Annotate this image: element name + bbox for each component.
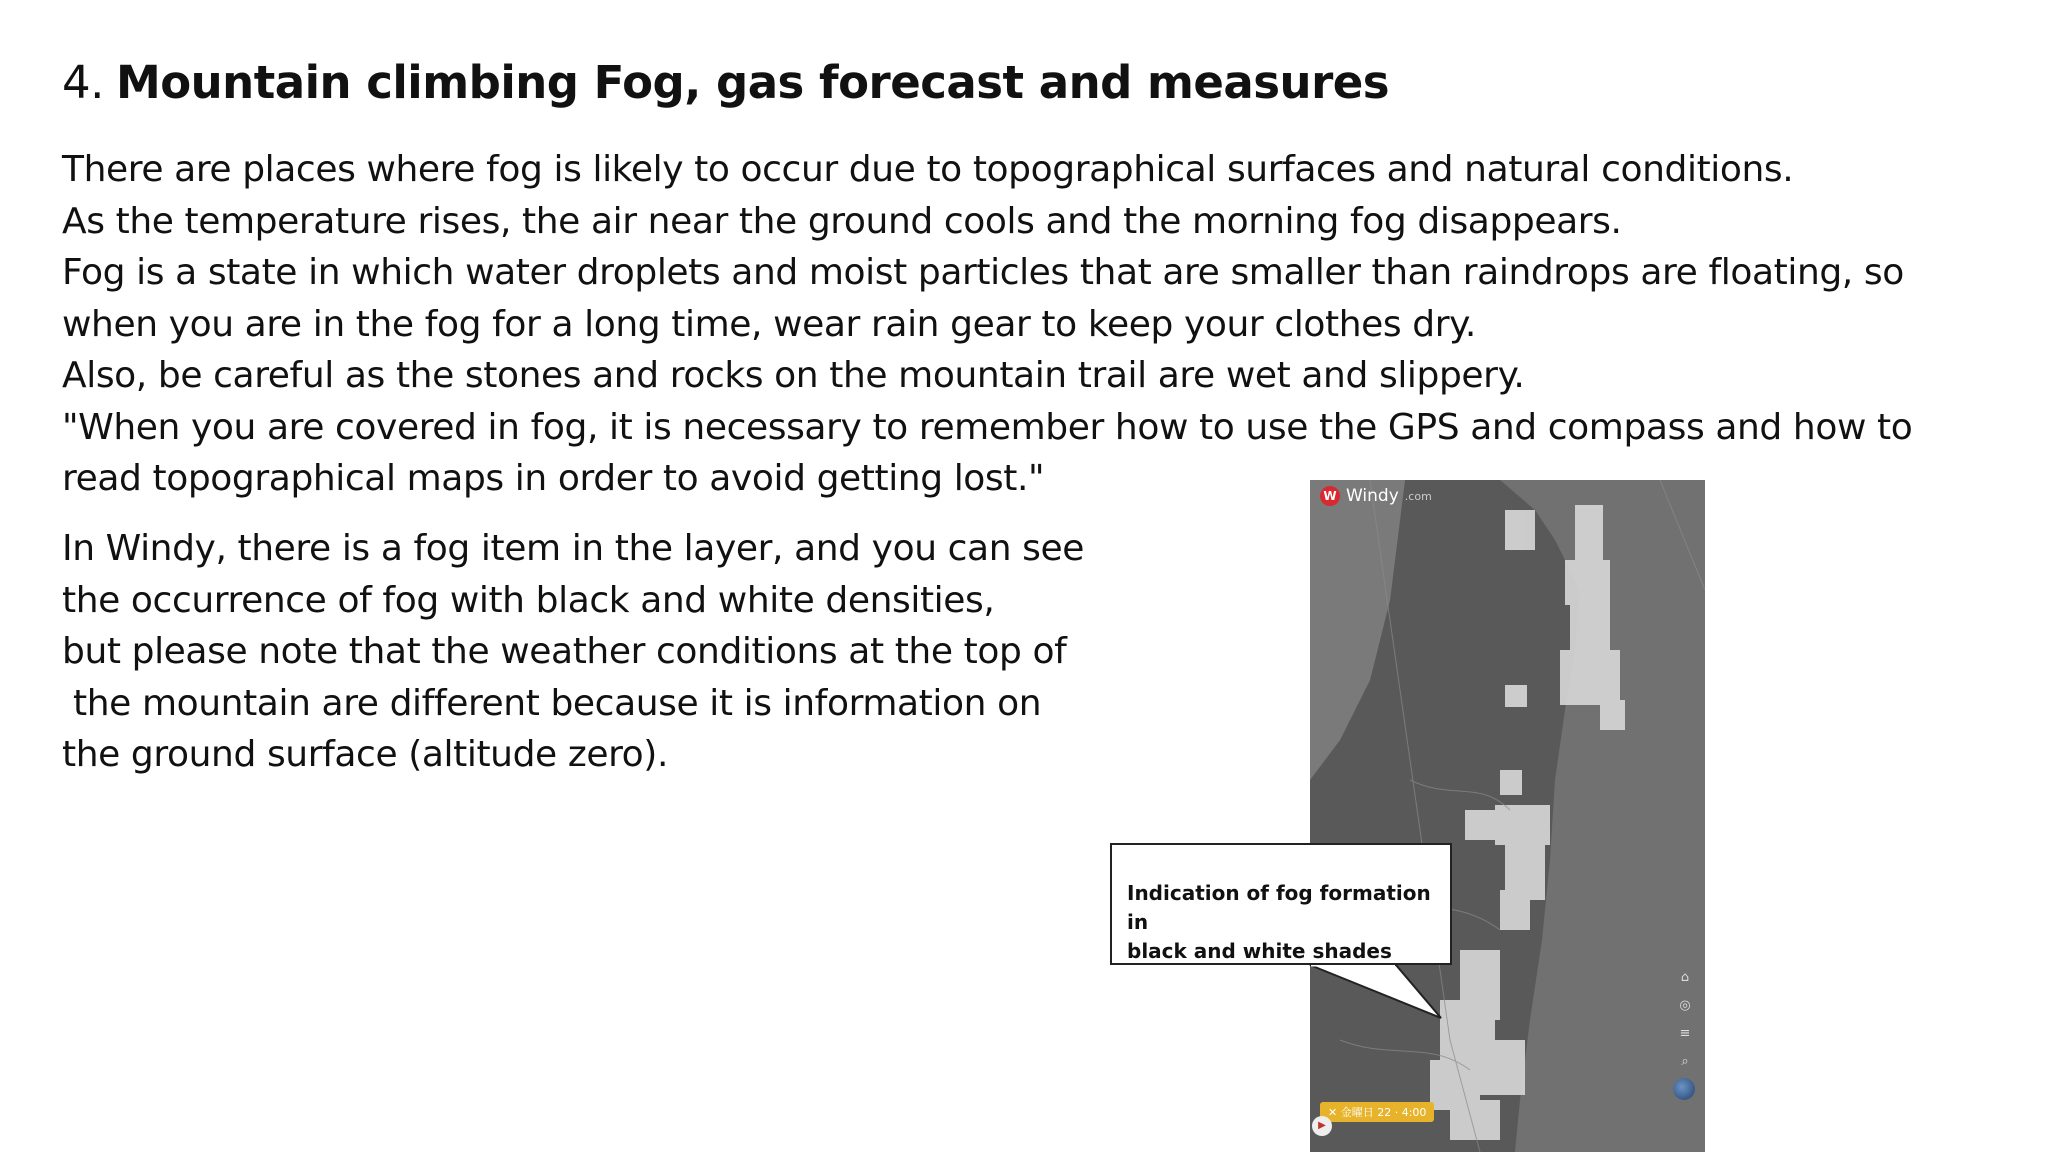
fog-callout [1110, 843, 1452, 965]
play-icon: ▶ [1312, 1116, 1332, 1136]
text-line: Also, be careful as the stones and rocks on the mountain trail are wet and slippery. [62, 355, 1525, 396]
section-number: 4. [62, 56, 104, 109]
text-line: In Windy, there is a fog item in the layer, and you can see [62, 528, 1085, 569]
text-line: As the temperature rises, the air near the ground cools and the morning fog disappears. [62, 200, 1622, 242]
windy-logo [1320, 486, 1432, 506]
intro-paragraph [62, 144, 1962, 505]
fog-map-screenshot [1310, 480, 1705, 1152]
windy-logo-tld: .com [1404, 489, 1432, 503]
time-badge: ✕ 金曜日 22 · 4:00 [1320, 1102, 1434, 1122]
menu-icon: ≡ [1679, 1026, 1691, 1041]
text-line: There are places where fog is likely to occur due to topographical surfaces and natural conditions. [62, 149, 1794, 190]
text-line: the occurrence of fog with black and white densities, [62, 579, 995, 621]
text-line: the ground surface (altitude zero). [62, 734, 668, 775]
text-line: but please note that the weather conditions at the top of [62, 631, 1067, 672]
windy-logo-text: Windy [1346, 486, 1399, 506]
text-line: when you are in the fog for a long time, wear rain gear to keep your clothes dry. [62, 303, 1476, 345]
heading-text: Mountain climbing Fog, gas forecast and measures [115, 56, 1390, 109]
map-graphic [1310, 480, 1705, 1152]
globe-icon [1673, 1078, 1695, 1100]
callout-line: black and white shades [1127, 939, 1392, 963]
windy-logo-icon: W [1320, 486, 1340, 506]
search-icon: ⌕ [1681, 1054, 1689, 1069]
home-icon: ⌂ [1680, 970, 1690, 985]
location-icon: ◎ [1679, 998, 1691, 1013]
callout-line: Indication of fog formation in [1127, 881, 1431, 934]
text-line: the mountain are different because it is information on [62, 682, 1042, 724]
text-line: "When you are covered in fog, it is necessary to remember how to use the GPS and compass and how to [62, 406, 1913, 448]
page-title [62, 56, 1389, 109]
text-line: Fog is a state in which water droplets and moist particles that are smaller than raindrops are floating, so [62, 252, 1904, 293]
text-line: read topographical maps in order to avoid getting lost." [62, 458, 1045, 499]
windy-paragraph [62, 523, 1092, 781]
